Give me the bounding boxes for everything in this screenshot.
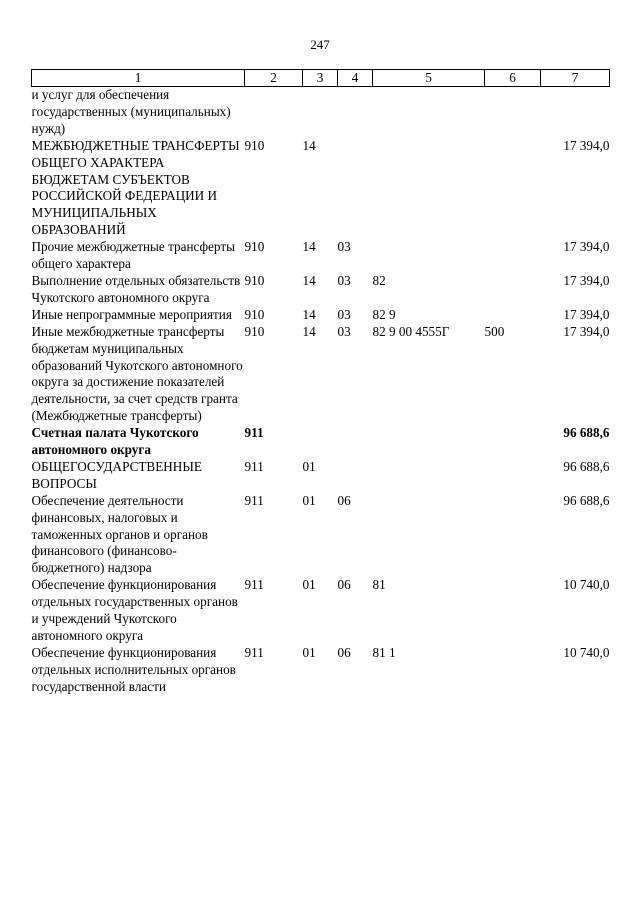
- row-rz: 01: [302, 458, 316, 474]
- table-row: [32, 324, 610, 425]
- header-col-3: 3: [303, 70, 338, 87]
- row-rz: 01: [302, 577, 316, 593]
- row-name: и услуг для обеспечения государственных (муниципальных) нужд): [31, 87, 231, 136]
- row-gr: 910: [244, 306, 265, 322]
- table-header: [32, 70, 610, 87]
- row-gr: 911: [244, 458, 264, 474]
- row-name: Выполнение отдельных обязательств Чукотского автономного округа: [31, 272, 241, 305]
- row-gr: 910: [244, 323, 265, 339]
- row-pr: 03: [337, 323, 351, 339]
- row-amount: 10 740,0: [563, 644, 610, 660]
- header-col-2: 2: [245, 70, 303, 87]
- row-amount: 17 394,0: [563, 272, 610, 288]
- row-csr: 81: [372, 577, 386, 593]
- row-csr: 82: [372, 272, 386, 288]
- row-csr: [373, 493, 485, 578]
- row-pr: 03: [337, 306, 351, 322]
- row-pr: 06: [337, 577, 351, 593]
- header-col-1: 1: [32, 70, 245, 87]
- row-gr: 911: [244, 577, 264, 593]
- row-pr: 03: [337, 272, 351, 288]
- row-csr: [373, 239, 485, 273]
- table-row: [32, 493, 610, 578]
- row-csr: 82 9 00 4555Г: [372, 323, 450, 339]
- row-name: МЕЖБЮДЖЕТНЫЕ ТРАНСФЕРТЫ ОБЩЕГО ХАРАКТЕРА БЮДЖЕТАМ СУБЪЕКТОВ РОССИЙСКОЙ ФЕДЕРАЦИИ И МУНИЦИПАЛЬНЫХ ОБРАЗОВАНИЙ: [31, 137, 240, 238]
- row-amount: 17 394,0: [563, 306, 610, 322]
- row-amount: [541, 87, 610, 138]
- row-amount: 17 394,0: [563, 137, 610, 153]
- row-pr: 06: [337, 492, 351, 508]
- table-row: [32, 307, 610, 324]
- row-name: Счетная палата Чукотского автономного округа: [31, 425, 199, 458]
- row-amount: 96 688,6: [563, 425, 610, 441]
- row-vr: [485, 493, 541, 578]
- row-rz: 14: [302, 323, 316, 339]
- row-pr: [338, 138, 373, 239]
- row-pr: 03: [337, 239, 351, 255]
- table-row: [32, 239, 610, 273]
- table-body: [32, 87, 610, 696]
- row-vr: 500: [484, 323, 505, 339]
- budget-table: [31, 69, 610, 696]
- page-number: 247: [310, 37, 330, 52]
- table-row: [32, 273, 610, 307]
- row-rz: 14: [302, 272, 316, 288]
- table-row: [32, 138, 610, 239]
- header-col-4: 4: [338, 70, 373, 87]
- row-vr: [485, 459, 541, 493]
- header-row: [32, 70, 610, 87]
- row-vr: [485, 577, 541, 645]
- row-pr: 06: [337, 644, 351, 660]
- row-gr: 910: [244, 239, 265, 255]
- row-rz: 14: [302, 137, 316, 153]
- row-csr: [373, 425, 485, 459]
- table-row: [32, 577, 610, 645]
- row-name: Обеспечение функционирования отдельных исполнительных органов государственной власти: [31, 644, 236, 694]
- row-rz: 14: [302, 306, 316, 322]
- row-amount: 17 394,0: [563, 323, 610, 339]
- row-csr: [373, 87, 485, 138]
- row-gr: [245, 87, 303, 138]
- row-name: Обеспечение деятельности финансовых, налоговых и таможенных органов и органов финансового (финансово-бюджетного) надзора: [31, 492, 208, 576]
- row-vr: [485, 239, 541, 273]
- row-rz: [303, 87, 338, 138]
- row-csr: 82 9: [372, 306, 396, 322]
- row-rz: 01: [302, 492, 316, 508]
- row-name: Прочие межбюджетные трансферты общего характера: [31, 239, 235, 272]
- row-gr: 911: [244, 492, 264, 508]
- table-row: [32, 645, 610, 696]
- table-row: [32, 87, 610, 138]
- row-vr: [485, 138, 541, 239]
- header-col-7: 7: [541, 70, 610, 87]
- row-vr: [485, 425, 541, 459]
- row-rz: 01: [302, 644, 316, 660]
- row-amount: 96 688,6: [563, 492, 610, 508]
- row-csr: [373, 459, 485, 493]
- table-row: [32, 459, 610, 493]
- header-col-5: 5: [373, 70, 485, 87]
- row-name: Обеспечение функционирования отдельных государственных органов и учреждений Чукотского автономного округа: [31, 577, 238, 643]
- row-name: Иные непрограммные мероприятия: [31, 306, 232, 322]
- row-amount: 96 688,6: [563, 458, 610, 474]
- row-gr: 911: [244, 425, 264, 441]
- row-pr: [338, 87, 373, 138]
- row-csr: [373, 138, 485, 239]
- row-gr: 911: [244, 644, 264, 660]
- row-rz: [303, 425, 338, 459]
- row-vr: [485, 307, 541, 324]
- row-vr: [485, 87, 541, 138]
- row-vr: [485, 645, 541, 696]
- row-pr: [338, 459, 373, 493]
- row-rz: 14: [302, 239, 316, 255]
- row-gr: 910: [244, 137, 265, 153]
- header-col-6: 6: [485, 70, 541, 87]
- row-gr: 910: [244, 272, 265, 288]
- row-pr: [338, 425, 373, 459]
- row-name: ОБЩЕГОСУДАРСТВЕННЫЕ ВОПРОСЫ: [31, 458, 202, 491]
- row-csr: 81 1: [372, 644, 396, 660]
- row-name: Иные межбюджетные трансферты бюджетам муниципальных образований Чукотского автономного округа за достижение показателей деятельности, за счет средств гранта (Межбюджетные трансферты): [31, 323, 243, 424]
- row-amount: 17 394,0: [563, 239, 610, 255]
- row-amount: 10 740,0: [563, 577, 610, 593]
- table-row-total: [32, 425, 610, 459]
- row-vr: [485, 273, 541, 307]
